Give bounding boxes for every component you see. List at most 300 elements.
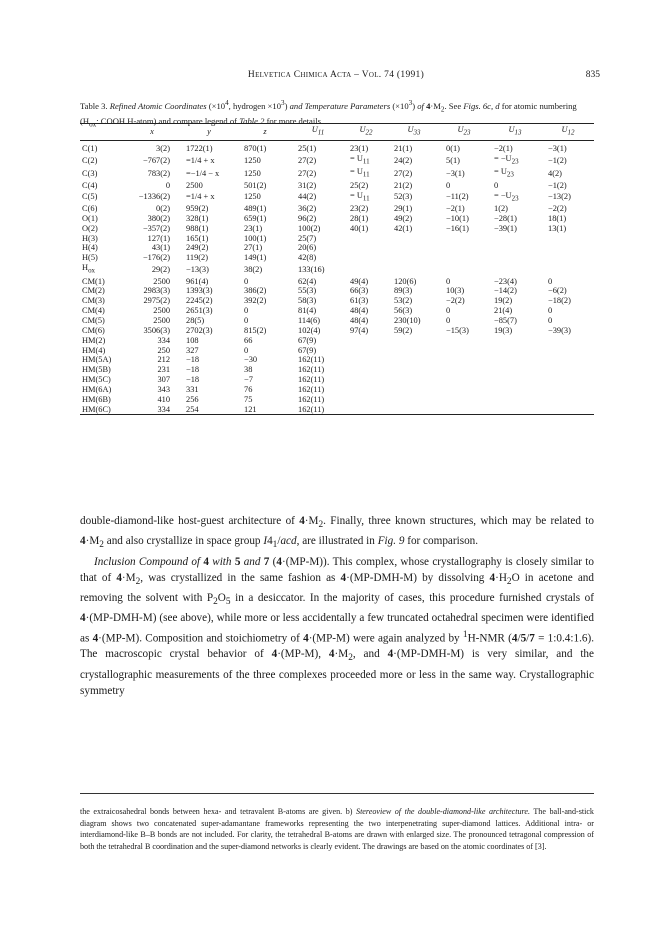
- table-cell: 53(2): [394, 296, 413, 306]
- table-cell: = $U_{23}$: [494, 167, 514, 179]
- table-cell: 162(11): [298, 394, 325, 404]
- table-cell: [542, 375, 594, 385]
- table-cell: [488, 253, 542, 263]
- atom-label: CM(1): [82, 276, 105, 286]
- table-cell: 42(8): [298, 253, 317, 263]
- table-cell: 67(9): [298, 335, 317, 345]
- table-cell: 100(2): [298, 223, 321, 233]
- atomic-coordinates-table: [80, 123, 594, 415]
- table-cell: 307: [157, 375, 170, 385]
- table-cell: −10(1): [446, 213, 469, 223]
- atom-label: HM(6B): [82, 394, 111, 404]
- header-col-8: $U_{13}$: [508, 125, 522, 137]
- table-cell: 0: [548, 306, 553, 316]
- table-row: [80, 234, 594, 244]
- table-cell: 66: [244, 335, 253, 345]
- table-cell: 28(1): [350, 213, 369, 223]
- table-cell: 20(6): [298, 243, 317, 253]
- table-cell: 331: [186, 384, 199, 394]
- table-cell: 162(11): [298, 365, 325, 375]
- table-cell: 49(4): [350, 276, 369, 286]
- table-cell: 81(4): [298, 306, 317, 316]
- table-cell: [388, 395, 440, 405]
- table-cell: 44(2): [298, 192, 317, 202]
- table-cell: 127(1): [147, 233, 170, 243]
- table-cell: −18: [186, 355, 200, 365]
- table-row: [80, 167, 594, 180]
- table-cell: = $U_{11}$: [350, 153, 370, 166]
- atom-label: HM(6A): [82, 384, 112, 394]
- table-row: [80, 263, 594, 276]
- table-cell: [388, 346, 440, 356]
- table-cell: 25(1): [298, 144, 317, 154]
- header-col-7: $U_{23}$: [457, 125, 471, 137]
- table-cell: −28(1): [494, 213, 517, 223]
- table-cell: =1/4 + x: [186, 155, 215, 165]
- table-cell: 254: [186, 404, 199, 414]
- table-row: [80, 191, 594, 204]
- table-cell: 0: [446, 276, 451, 286]
- table-cell: 25(7): [298, 233, 317, 243]
- atom-label: H(5): [82, 253, 98, 263]
- table-cell: 114(6): [298, 316, 321, 326]
- journal-title: Helvetica Chimica Acta – Vol. 74 (1991): [247, 70, 425, 80]
- table-cell: 0: [165, 180, 170, 190]
- table-cell: 133(16): [298, 264, 325, 274]
- body-text: [80, 513, 594, 699]
- table-cell: 62(4): [298, 276, 317, 286]
- table-cell: −13(3): [186, 264, 209, 274]
- table-cell: 76: [244, 384, 253, 394]
- table-cell: [488, 346, 542, 356]
- table-cell: = $-U_{23}$: [494, 153, 519, 166]
- table-cell: 96(2): [298, 213, 317, 223]
- table-row: [80, 224, 594, 234]
- table-cell: 102(4): [298, 325, 321, 335]
- table-cell: 0: [446, 180, 451, 190]
- table-cell: 23(1): [350, 144, 369, 154]
- table-caption: Table 3. Refined Atomic Coordinates ($\times 10^4$, hydrogen $\times 10^3$) and Temperature Parameters $(\times 10^3)$ of $4\cdot M_2$. See Figs. 6c, d for atomic numbering ($H_{ox}$: COOH H-atom) and compare legend of Table 2 for more details.: [80, 99, 577, 129]
- atom-label: C(2): [82, 155, 98, 165]
- table-cell: −11(2): [446, 192, 469, 202]
- table-cell: 231: [157, 365, 170, 375]
- table-cell: 42(1): [394, 223, 413, 233]
- table-cell: = $U_{11}$: [350, 190, 370, 203]
- atom-label: CM(4): [82, 306, 105, 316]
- table-cell: −176(2): [142, 253, 170, 263]
- table-cell: [344, 243, 388, 253]
- table-cell: −13(2): [548, 192, 571, 202]
- table-cell: 959(2): [186, 204, 209, 214]
- table-cell: [440, 385, 488, 395]
- table-cell: 249(2): [186, 243, 209, 253]
- table-header: [80, 124, 594, 141]
- table-cell: 501(2): [244, 180, 267, 190]
- table-cell: [388, 263, 440, 276]
- atom-label: C(6): [82, 204, 98, 214]
- table-cell: 815(2): [244, 325, 267, 335]
- table-row: [80, 243, 594, 253]
- atom-label: HM(2): [82, 335, 106, 345]
- table-cell: [488, 263, 542, 276]
- table-cell: 1393(3): [186, 286, 213, 296]
- table-row: [80, 286, 594, 296]
- atom-label: HM(5A): [82, 355, 112, 365]
- table-row: [80, 375, 594, 385]
- table-cell: [488, 375, 542, 385]
- table-cell: 52(3): [394, 192, 413, 202]
- table-row: [80, 326, 594, 336]
- atom-label: CM(6): [82, 325, 105, 335]
- header-col-5: $U_{22}$: [359, 125, 373, 137]
- table-cell: 0: [446, 316, 451, 326]
- table-cell: 19(2): [494, 296, 513, 306]
- table-cell: 0: [494, 180, 499, 190]
- table-cell: 230(10): [394, 316, 421, 326]
- table-cell: 29(1): [394, 204, 413, 214]
- table-cell: 0: [244, 345, 249, 355]
- table-body: [80, 141, 594, 415]
- table-cell: 256: [186, 394, 199, 404]
- table-cell: 67(9): [298, 345, 317, 355]
- table-cell: 2500: [153, 276, 170, 286]
- table-cell: 27(2): [394, 169, 413, 179]
- table-cell: −85(7): [494, 316, 517, 326]
- table-cell: −18(2): [548, 296, 571, 306]
- table-row: [80, 385, 594, 395]
- table-cell: −16(1): [446, 223, 469, 233]
- table-cell: 0: [548, 316, 553, 326]
- atom-label: HM(4): [82, 345, 106, 355]
- table-cell: −767(2): [142, 155, 170, 165]
- table-cell: 0: [244, 306, 249, 316]
- table-cell: 55(3): [298, 286, 317, 296]
- table-cell: 21(1): [394, 144, 413, 154]
- table-cell: −15(3): [446, 325, 469, 335]
- atom-label: CM(3): [82, 296, 105, 306]
- table-cell: 489(1): [244, 204, 267, 214]
- table-cell: −1(2): [548, 180, 567, 190]
- table-cell: [488, 405, 542, 415]
- table-cell: [542, 263, 594, 276]
- table-cell: 2245(2): [186, 296, 213, 306]
- table-cell: 40(1): [350, 223, 369, 233]
- table-cell: [388, 365, 440, 375]
- table-cell: 23(2): [350, 204, 369, 214]
- table-cell: [488, 395, 542, 405]
- table-cell: 21(2): [394, 180, 413, 190]
- atom-label: HM(6C): [82, 404, 111, 414]
- table-cell: 27(1): [244, 243, 263, 253]
- table-cell: −2(1): [494, 144, 513, 154]
- table-cell: 2651(3): [186, 306, 213, 316]
- table-cell: 870(1): [244, 144, 267, 154]
- table-row: [80, 296, 594, 306]
- table-cell: 4(2): [548, 169, 562, 179]
- table-cell: 97(4): [350, 325, 369, 335]
- table-cell: −18: [186, 365, 200, 375]
- table-cell: [488, 336, 542, 346]
- table-cell: [388, 234, 440, 244]
- table-cell: 27(2): [298, 155, 317, 165]
- running-head: [0, 70, 672, 84]
- atom-label: O(1): [82, 213, 98, 223]
- table-row: [80, 253, 594, 263]
- table-cell: 23(1): [244, 223, 263, 233]
- table-cell: [440, 234, 488, 244]
- table-cell: 659(1): [244, 213, 267, 223]
- table-row: [80, 181, 594, 191]
- table-cell: 59(2): [394, 325, 413, 335]
- table-cell: 0: [446, 306, 451, 316]
- table-cell: 1250: [244, 155, 261, 165]
- table-cell: 386(2): [244, 286, 267, 296]
- atom-label: C(3): [82, 169, 98, 179]
- table-cell: [344, 346, 388, 356]
- table-cell: 24(2): [394, 155, 413, 165]
- table-cell: 961(4): [186, 276, 209, 286]
- table-cell: [440, 375, 488, 385]
- atom-label: CM(2): [82, 286, 105, 296]
- table-cell: 3506(3): [143, 325, 170, 335]
- table-cell: −39(1): [494, 223, 517, 233]
- table-cell: =−1/4 − x: [186, 169, 220, 179]
- table-cell: 61(3): [350, 296, 369, 306]
- table-cell: [542, 243, 594, 253]
- table-cell: −6(2): [548, 286, 567, 296]
- table-cell: [344, 405, 388, 415]
- table-row: [80, 365, 594, 375]
- atom-label: $H_{ox}$: [82, 263, 96, 275]
- table-cell: 380(2): [147, 213, 170, 223]
- table-cell: [440, 346, 488, 356]
- table-cell: [344, 395, 388, 405]
- table-cell: 3(2): [156, 144, 170, 154]
- table-cell: 1(2): [494, 204, 508, 214]
- table-cell: 0(2): [156, 204, 170, 214]
- atom-label: HM(5B): [82, 365, 111, 375]
- table-cell: 121: [244, 404, 257, 414]
- table-cell: [440, 395, 488, 405]
- table-cell: 250: [157, 345, 170, 355]
- table-cell: 162(11): [298, 404, 325, 414]
- table-cell: 334: [157, 335, 170, 345]
- table-cell: [440, 336, 488, 346]
- table-row: [80, 405, 594, 415]
- table-cell: 58(3): [298, 296, 317, 306]
- table-cell: 2975(2): [143, 296, 170, 306]
- table-cell: 38: [244, 365, 253, 375]
- table-cell: [344, 375, 388, 385]
- figure-legend-footnote: [80, 806, 594, 852]
- header-atom: [80, 124, 124, 141]
- table-cell: 120(6): [394, 276, 417, 286]
- table-header-row: [80, 124, 594, 141]
- header-col-6: $U_{33}$: [407, 125, 421, 137]
- table-cell: 19(3): [494, 325, 513, 335]
- table-cell: 2500: [153, 316, 170, 326]
- table-cell: [388, 385, 440, 395]
- table-cell: 100(1): [244, 233, 267, 243]
- table-cell: 56(3): [394, 306, 413, 316]
- table-cell: −1336(2): [138, 192, 170, 202]
- table-cell: 49(2): [394, 213, 413, 223]
- table-cell: −3(1): [548, 144, 567, 154]
- table-cell: −7: [244, 375, 253, 385]
- table-cell: 334: [157, 404, 170, 414]
- table-row: [80, 316, 594, 326]
- table-cell: [542, 346, 594, 356]
- table-cell: 2702(3): [186, 325, 213, 335]
- table-cell: = $-U_{23}$: [494, 190, 519, 203]
- table-row: [80, 141, 594, 154]
- table-cell: 162(11): [298, 355, 325, 365]
- table-cell: 392(2): [244, 296, 267, 306]
- table-cell: 29(2): [151, 264, 170, 274]
- table-cell: [542, 395, 594, 405]
- table-cell: 25(2): [350, 180, 369, 190]
- table-row: [80, 204, 594, 214]
- table-cell: [440, 243, 488, 253]
- table-cell: [542, 336, 594, 346]
- table-row: [80, 154, 594, 167]
- table-cell: 783(2): [147, 169, 170, 179]
- table-cell: [488, 365, 542, 375]
- atom-label: C(1): [82, 144, 98, 154]
- table-cell: [388, 253, 440, 263]
- table-cell: 43(1): [151, 243, 170, 253]
- table-cell: 5(1): [446, 155, 460, 165]
- header-col-1: x: [150, 127, 154, 137]
- table-cell: 0: [244, 276, 249, 286]
- atom-label: HM(5C): [82, 375, 111, 385]
- table-cell: 162(11): [298, 375, 325, 385]
- table-row: [80, 277, 594, 287]
- table-cell: [542, 385, 594, 395]
- table-cell: [440, 253, 488, 263]
- table-row: [80, 306, 594, 316]
- table-cell: 48(4): [350, 316, 369, 326]
- table-cell: 108: [186, 335, 199, 345]
- table-cell: 28(5): [186, 316, 205, 326]
- table-row: [80, 395, 594, 405]
- table-cell: 327: [186, 345, 199, 355]
- table-cell: [388, 355, 440, 365]
- table-cell: −2(2): [548, 204, 567, 214]
- table-cell: [440, 263, 488, 276]
- table-cell: [344, 336, 388, 346]
- atom-label: H(4): [82, 243, 98, 253]
- table-cell: 343: [157, 384, 170, 394]
- table-row: [80, 346, 594, 356]
- footnote-text: the extraicosahedral bonds between hexa- and tetravalent B-atoms are given. b) Stereoview of the double-diamond-like architecture. The ball-and-stick diagram shows two concatenated super-adamantane frameworks representing the two interpenetrating super-diamond lattices. Additional intra- or interdiamond-like B–B bonds are not included. For clarity, the tetrahedral B-atoms are drawn with enlarged size. The pronounced tetragonal compression of both the tetrahedral B coordination and the super-diamond networks is clearly evident. The drawings are based on the atomic coordinates of [3].: [80, 807, 594, 851]
- table-cell: [488, 234, 542, 244]
- body-paragraph-1: double-diamond-like host-guest architecture of $4\cdot M_2$. Finally, three known structures, which may be related to $4\cdot M_2$ and also crystallize in space group $I4_1$/acd, are illustrated in Fig. 9 for comparison.: [80, 515, 594, 551]
- atom-label: O(2): [82, 223, 98, 233]
- table-cell: =1/4 + x: [186, 192, 215, 202]
- table-cell: 89(3): [394, 286, 413, 296]
- table-cell: 2983(3): [143, 286, 170, 296]
- table-cell: −1(2): [548, 155, 567, 165]
- table-cell: 410: [157, 394, 170, 404]
- table-cell: −39(3): [548, 325, 571, 335]
- table-cell: 1722(1): [186, 144, 213, 154]
- table-cell: [542, 405, 594, 415]
- table-cell: −18: [186, 375, 200, 385]
- table-cell: [388, 243, 440, 253]
- table-cell: 13(1): [548, 223, 567, 233]
- atom-label: H(3): [82, 233, 98, 243]
- table-cell: 149(1): [244, 253, 267, 263]
- table-cell: [440, 365, 488, 375]
- atom-label: CM(5): [82, 316, 105, 326]
- table-cell: 66(3): [350, 286, 369, 296]
- table-cell: [388, 405, 440, 415]
- table-cell: 2500: [186, 180, 203, 190]
- table-cell: −2(1): [446, 204, 465, 214]
- table-cell: 18(1): [548, 213, 567, 223]
- table-cell: 165(1): [186, 233, 209, 243]
- table-cell: [488, 385, 542, 395]
- table-cell: [344, 263, 388, 276]
- table-cell: 38(2): [244, 264, 263, 274]
- table-cell: 2500: [153, 306, 170, 316]
- table-row: [80, 355, 594, 365]
- table-cell: 36(2): [298, 204, 317, 214]
- table-cell: −3(1): [446, 169, 465, 179]
- header-col-3: z: [263, 127, 267, 137]
- table-cell: 31(2): [298, 180, 317, 190]
- table-cell: 1250: [244, 169, 261, 179]
- table-cell: [344, 365, 388, 375]
- table-cell: 162(11): [298, 384, 325, 394]
- body-paragraph-2: Inclusion Compound of 4 with 5 and 7 (4·(MP-M)). This complex, whose crystallography is closely similar to that of $4\cdot M_2$, was crystallized in the same fashion as 4·(MP-DMH-M) by dissolving $4\cdot H_2O$ in acetone and removing the solvent with $P_2O_5$ in a desiccator. In the majority of cases, this procedure furnished crystals of 4·(MP-DMH-M) (see above), while more or less accidentally a few truncated octahedral specimen were identified as 4·(MP-M). Composition and stoichiometry of 4·(MP-M) were again analyzed by $^1$H-NMR (4/5/7 = 1:0.4:1.6). The macroscopic crystal behavior of 4·(MP-M), $4\cdot M_2$, and 4·(MP-DMH-M) is very similar, and the crystallographic measurements of the three complexes proceeded more or less in the same way. Crystallographic symmetry: [80, 555, 595, 697]
- table-cell: [488, 355, 542, 365]
- table-cell: 48(4): [350, 306, 369, 316]
- table-cell: 988(1): [186, 223, 209, 233]
- table-row: [80, 336, 594, 346]
- table-cell: 0(1): [446, 144, 460, 154]
- atom-label: C(4): [82, 180, 98, 190]
- header-col-9: $U_{12}$: [561, 125, 575, 137]
- table-cell: [440, 355, 488, 365]
- table-cell: 0: [548, 276, 553, 286]
- header-col-4: $U_{11}$: [311, 125, 325, 137]
- table-cell: = $U_{11}$: [350, 167, 370, 179]
- table-cell: 0: [244, 316, 249, 326]
- table-cell: −23(4): [494, 276, 517, 286]
- table-cell: 27(2): [298, 169, 317, 179]
- table-cell: [440, 405, 488, 415]
- table-cell: [542, 365, 594, 375]
- table-cell: 75: [244, 394, 253, 404]
- footnote-divider: [80, 793, 594, 794]
- table-cell: [488, 243, 542, 253]
- table-cell: −2(2): [446, 296, 465, 306]
- table-cell: 21(4): [494, 306, 513, 316]
- table-cell: 1250: [244, 192, 261, 202]
- table-cell: [344, 385, 388, 395]
- table-cell: 328(1): [186, 213, 209, 223]
- page-number: 835: [585, 70, 600, 80]
- table-cell: 10(3): [446, 286, 465, 296]
- table-cell: [542, 355, 594, 365]
- table-cell: [542, 253, 594, 263]
- header-col-2: y: [207, 127, 211, 137]
- table-cell: [344, 253, 388, 263]
- table-cell: 212: [157, 355, 170, 365]
- table-cell: [344, 355, 388, 365]
